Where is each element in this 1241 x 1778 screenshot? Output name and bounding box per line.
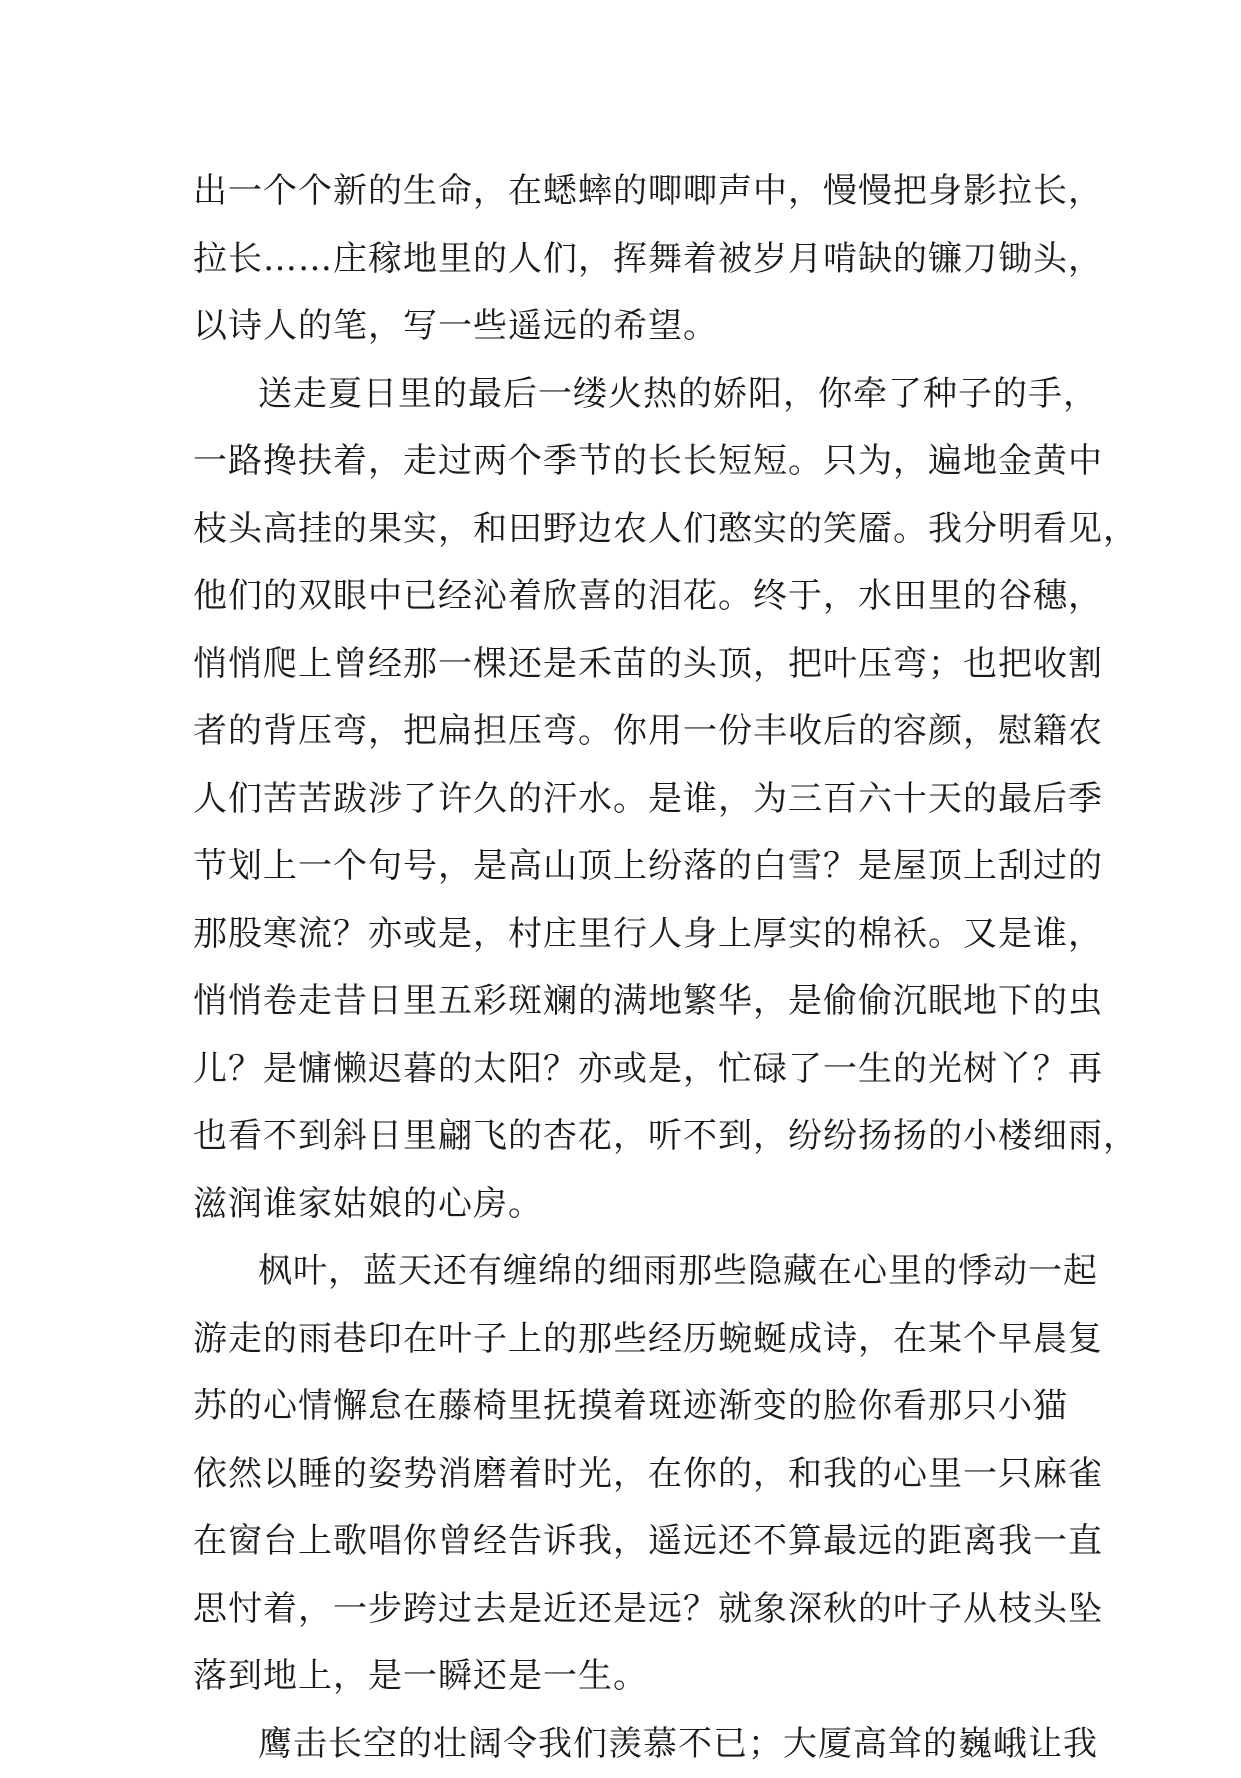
- paragraph-first-line: 鹰击长空的壮阔令我们羡慕不已；大厦高耸的巍峨让我: [193, 1711, 1073, 1778]
- essay-body: [193, 158, 1073, 1778]
- text-line: 以诗人的笔，写一些遥远的希望。: [193, 293, 1073, 361]
- text-line: 节划上一个句号，是高山顶上纷落的白雪？是屋顶上刮过的: [193, 833, 1073, 901]
- text-line: 悄悄爬上曾经那一棵还是禾苗的头顶，把叶压弯；也把收割: [193, 631, 1073, 699]
- text-line: 人们苦苦跋涉了许久的汗水。是谁，为三百六十天的最后季: [193, 766, 1073, 834]
- text-line: 一路搀扶着，走过两个季节的长长短短。只为，遍地金黄中: [193, 428, 1073, 496]
- text-line: 儿？是慵懒迟暮的太阳？亦或是，忙碌了一生的光树丫？再: [193, 1036, 1073, 1104]
- paragraph-first-line: 送走夏日里的最后一缕火热的娇阳，你牵了种子的手，: [193, 361, 1073, 429]
- text-line: 落到地上，是一瞬还是一生。: [193, 1643, 1073, 1711]
- text-line: 枝头高挂的果实，和田野边农人们憨实的笑靥。我分明看见，: [193, 496, 1073, 564]
- text-line: 也看不到斜日里翩飞的杏花，听不到，纷纷扬扬的小楼细雨，: [193, 1103, 1073, 1171]
- text-line: 滋润谁家姑娘的心房。: [193, 1171, 1073, 1239]
- text-line: 思忖着，一步跨过去是近还是远？就象深秋的叶子从枝头坠: [193, 1576, 1073, 1644]
- text-line: 那股寒流？亦或是，村庄里行人身上厚实的棉袄。又是谁，: [193, 901, 1073, 969]
- text-line: 拉长……庄稼地里的人们，挥舞着被岁月啃缺的镰刀锄头，: [193, 226, 1073, 294]
- text-line: 依然以睡的姿势消磨着时光，在你的，和我的心里一只麻雀: [193, 1441, 1073, 1509]
- text-line: 者的背压弯，把扁担压弯。你用一份丰收后的容颜，慰籍农: [193, 698, 1073, 766]
- paragraph-first-line: 枫叶，蓝天还有缠绵的细雨那些隐藏在心里的悸动一起: [193, 1238, 1073, 1306]
- text-line: 苏的心情懈怠在藤椅里抚摸着斑迹渐变的脸你看那只小猫: [193, 1373, 1073, 1441]
- text-line: 出一个个新的生命，在蟋蟀的唧唧声中，慢慢把身影拉长，: [193, 158, 1073, 226]
- text-line: 游走的雨巷印在叶子上的那些经历蜿蜒成诗，在某个早晨复: [193, 1306, 1073, 1374]
- text-line: 在窗台上歌唱你曾经告诉我，遥远还不算最远的距离我一直: [193, 1508, 1073, 1576]
- text-line: 他们的双眼中已经沁着欣喜的泪花。终于，水田里的谷穗，: [193, 563, 1073, 631]
- text-line: 悄悄卷走昔日里五彩斑斓的满地繁华，是偷偷沉眠地下的虫: [193, 968, 1073, 1036]
